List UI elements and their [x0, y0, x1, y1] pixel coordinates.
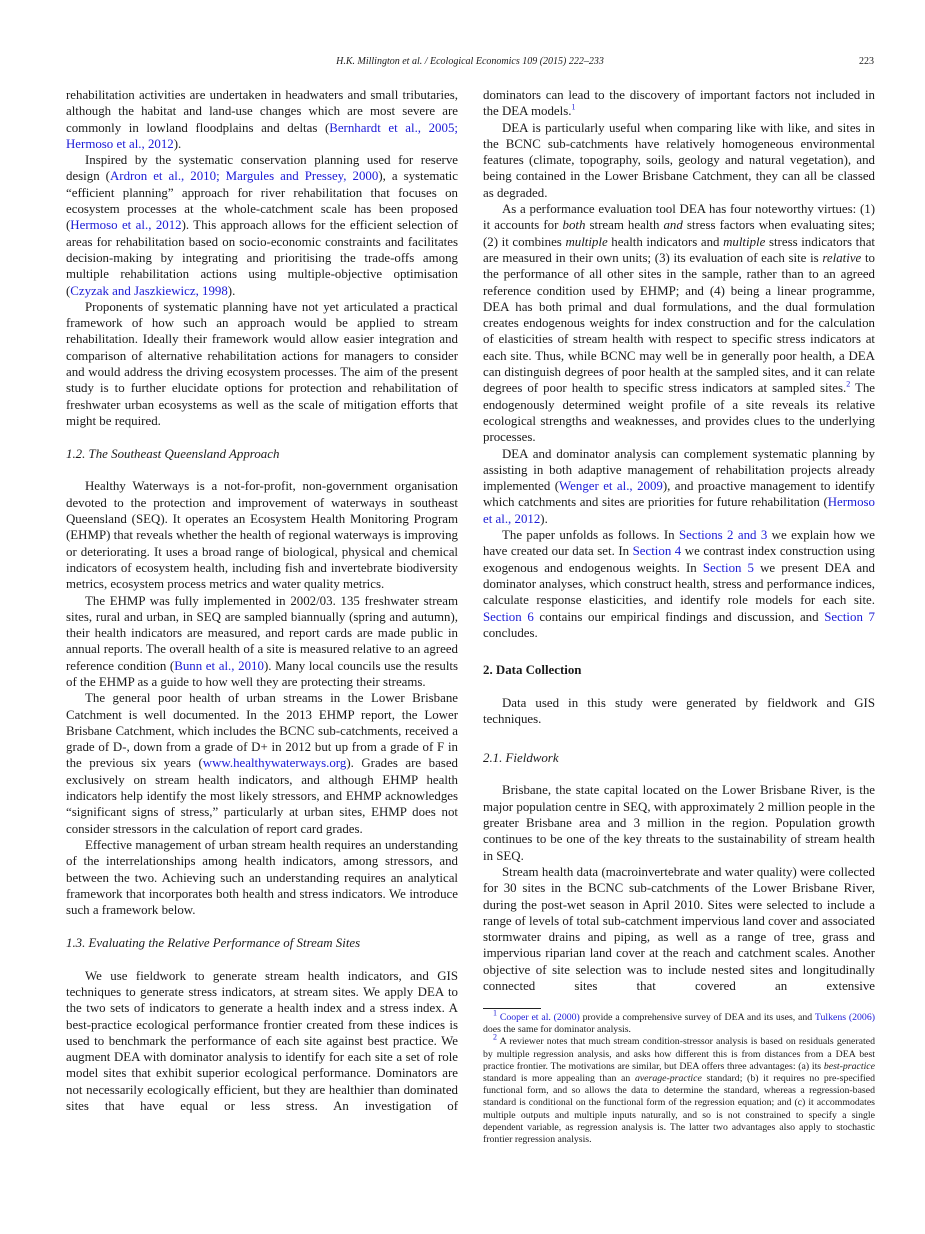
- footnote-divider: [483, 1008, 541, 1009]
- citation-link[interactable]: Czyzak and Jaszkiewicz, 1998: [70, 283, 228, 298]
- text-run: ). Many local councils use the results of the EHMP as a guide to how well they are protecting their streams.: [66, 658, 458, 689]
- paragraph: [483, 864, 875, 994]
- citation-link[interactable]: Section 6: [483, 609, 534, 624]
- paragraph: [483, 527, 875, 641]
- section-heading: 2. Data Collection: [483, 663, 582, 678]
- text-run: dominators can lead to the discovery of important factors not included in the DEA models.: [483, 88, 875, 119]
- text-run: to the performance of all other sites in the sample, rather than to an agreed reference condition used by EHMP; and (4) being a linear programme, DEA has both primal and dual formulations, and the dual formulation creates endogenous weights for index construction and for the calculation of elasticities of stream health with respect to specific stress indicators at each site. Thus, while BCNC may well be in generally poor health, a DEA can distinguish degrees of poor health at the sampled sites, and it can relate degrees of poor health to specific stress indicators at sampled sites.: [483, 250, 875, 396]
- paragraph: [66, 968, 458, 1115]
- text-run: standard is more appealing than an: [483, 1073, 635, 1085]
- text-run: stress factors when evaluating sites; (2) it combines: [483, 218, 875, 249]
- footnote-marker[interactable]: 1: [493, 1008, 497, 1018]
- paragraph: [66, 299, 458, 429]
- paragraph: [483, 201, 875, 445]
- footnotes: [483, 1008, 875, 1146]
- emphasis-text: and: [663, 218, 683, 233]
- footnote: [483, 1008, 875, 1036]
- text-run: Data used in this study were generated by fieldwork and GIS techniques.: [483, 695, 875, 727]
- citation-link[interactable]: www.healthywaterways.org: [202, 756, 347, 771]
- text-run: We use fieldwork to generate stream health indicators, and GIS techniques to generate stress indicators, at stream sites. We apply DEA to the two sets of indicators to generate a health index and a stress index. A best-practice ecological performance frontier created from these indices is used to benchmark the performance of each site against best practice. We augment DEA with dominator analysis to identify for each site a set of role model sites that exhibit superior ecological performance. Dominators are not necessarily ecologically efficient, but they are healthier than dominated sites that have equal or less stress. An investigation of: [66, 968, 458, 1113]
- emphasis-text: relative: [822, 250, 862, 265]
- paragraph: [66, 837, 458, 918]
- emphasis-text: average-practice: [634, 1073, 702, 1085]
- subsection-heading: 1.3. Evaluating the Relative Performance of Stream Sites: [66, 935, 361, 950]
- text-run: health indicators and: [607, 234, 724, 249]
- footnote: [483, 1033, 875, 1146]
- text-run: A reviewer notes that much stream condition-stressor analysis is based on residuals generated by multiple regression analysis, and asks how different this is from distances from a DEA best practice frontier. The motivations are similar, but DEA offers three advantages: (a) its: [483, 1036, 875, 1072]
- text-run: Effective management of urban stream health requires an understanding of the interrelationships among health indicators, among stressors, and between the two. Achieving such an understanding requires an analytical framework that incorporates both health and stress indicators. We introduce such a framework below.: [66, 837, 458, 918]
- emphasis-text: best-practice: [823, 1060, 875, 1072]
- text-run: Proponents of systematic planning have not yet articulated a practical framework of how such an approach would be applied to stream rehabilitation. Ideally their framework would allow easier integration and comparison of alternative rehabilitation actions for managers to consider and would address the driving ecosystem processes. The aim of the present study is to further elucidate options for protection and rehabilitation of freshwater urban ecosystems as well as the scale of mitigation efforts that might be required.: [66, 299, 458, 428]
- text-run: contains our empirical findings and discussion, and: [533, 609, 825, 624]
- citation-link[interactable]: Section 4: [632, 544, 682, 559]
- page-number: 223: [859, 56, 874, 67]
- text-run: Healthy Waterways is a not-for-profit, non-government organisation devoted to the protection and improvement of waterways in southeast Queensland (SEQ). It operates an Ecosystem Health Monitoring Program (EHMP) that reveals whether the health of regional waterways is improving or deteriorating. It uses a broad range of biological, physical and chemical indicators of ecosystem health, including fish and invertebrate biodiversity metrics, ecosystem process metrics and water quality metrics.: [66, 479, 458, 592]
- text-run: provide a comprehensive survey of DEA and its uses, and: [579, 1012, 815, 1023]
- text-run: we explain how we have created our data set. In: [483, 528, 876, 559]
- text-run: Inspired by the systematic conservation planning used for reserve design (: [66, 153, 458, 184]
- text-run: ).: [227, 283, 236, 298]
- text-run: we present DEA and dominator analyses, which construct health, stress and performance indices, calculate response elasticities, and identify role models for each site.: [483, 560, 875, 608]
- text-run: The endogenously determined weight profile of a site reveals its relative ecological strengths and weaknesses, and provides clues to the underlying processes.: [483, 381, 875, 445]
- text-run: stream health: [585, 218, 664, 233]
- text-run: Brisbane, the state capital located on the Lower Brisbane River, is the major population centre in SEQ, with approximately 2 million people in the greater Brisbane area and 3 million in the region. Population growth continues to be one of the key threats to the sustainability of stream health in SEQ.: [483, 783, 875, 863]
- citation-link[interactable]: Cooper et al. (2000): [499, 1012, 580, 1023]
- citation-link[interactable]: Ardron et al., 2010; Margules and Pressey, 2000: [109, 169, 379, 184]
- footnote-marker[interactable]: 2: [493, 1033, 497, 1043]
- citation-link[interactable]: Bunn et al., 2010: [174, 658, 264, 673]
- citation-link[interactable]: Section 5: [702, 560, 755, 575]
- paragraph: [66, 593, 458, 691]
- text-run: we contrast index construction using exogenous and endogenous weights. In: [483, 544, 875, 575]
- emphasis-text: multiple: [723, 234, 766, 249]
- left-column: [66, 87, 458, 1114]
- text-run: does the same for dominator analysis.: [483, 1024, 632, 1036]
- emphasis-text: multiple: [565, 234, 608, 249]
- paragraph: [483, 446, 875, 527]
- right-column: [483, 87, 875, 994]
- text-run: The paper unfolds as follows. In: [502, 528, 679, 543]
- paragraph: [483, 120, 875, 201]
- citation-link[interactable]: Sections 2 and 3: [678, 528, 768, 543]
- paragraph: [66, 152, 458, 299]
- text-run: ), a systematic “efficient planning” approach for river rehabilitation that focuses on ecosystem processes at the whole-catchment scale has been proposed (: [66, 169, 458, 233]
- text-run: rehabilitation activities are undertaken in headwaters and small tributaries, although the habitat and land-use changes which are most severe are commonly in lowland floodplains and deltas (: [66, 88, 458, 135]
- text-run: DEA and dominator analysis can complement systematic planning by assisting in both adaptive management of rehabilitation projects already implemented (: [483, 446, 875, 494]
- citation-link[interactable]: Section 7: [824, 609, 875, 624]
- text-run: DEA is particularly useful when comparing like with like, and sites in the BCNC sub-catchments have relatively homogeneous environmental features (climate, topography, soils, geology and natural vegetation), and being contained in the Lower Brisbane Catchment, they can all be classed as degraded.: [483, 120, 875, 200]
- text-run: concludes.: [483, 625, 538, 640]
- citation-link[interactable]: Hermoso et al., 2012: [70, 218, 182, 233]
- emphasis-text: both: [562, 218, 586, 233]
- text-run: ).: [173, 136, 182, 151]
- text-run: standard; (b) it requires no pre-specified functional form, and so allows the data to determine the standard, whereas a regression-based standard is conditional on the functional form of the regression equation; and (c) it accommodates multiple outputs and multiple inputs naturally, and so is not constrained to specify a single dependent variable, as regression analysis is. The latter two advantages also apply to stochastic frontier regression analysis.: [483, 1073, 875, 1146]
- text-run: stress indicators that are measured in their own units; (3) its evaluation of each site is: [483, 234, 875, 265]
- subsection-heading: 2.1. Fieldwork: [483, 750, 559, 765]
- text-run: ), and proactive management to identify which catchments and sites are priorities for future rehabilitation (: [483, 479, 875, 510]
- citation-link[interactable]: Tulkens (2006): [814, 1012, 875, 1023]
- subsection-heading: 1.2. The Southeast Queensland Approach: [66, 446, 280, 461]
- paragraph: [66, 87, 458, 152]
- paragraph: [483, 695, 875, 728]
- running-head: H.K. Millington et al. / Ecological Economics 109 (2015) 222–233: [336, 56, 604, 67]
- text-run: Stream health data (macroinvertebrate and water quality) were collected for 30 sites in the BCNC sub-catchments of the Lower Brisbane River, during the post-wet season in April 2010. Sites were selected to include a range of levels of total sub-catchment impervious land cover and associated stormwater drains and piping, as well as a range of tree, grass and impervious riparian land cover at the reach and catchment scales. Another objective of site selection was to include nested sites and longitudinally connected sites that covered an extensive: [483, 864, 875, 994]
- paragraph: [483, 87, 875, 120]
- citation-link[interactable]: Wenger et al., 2009: [559, 479, 663, 494]
- text-run: The EHMP was fully implemented in 2002/03. 135 freshwater stream sites, rural and urban, in SEQ are sampled biannually (spring and autumn), their health indicators are measured, and report cards are made public in annual reports. The overall health of a site is measured relative to an agreed reference condition (: [66, 593, 458, 673]
- citation-link[interactable]: Hermoso et al., 2012: [483, 495, 875, 526]
- text-run: ). Grades are based exclusively on stream health indicators, and although EHMP health indicators help identify the most likely stressors, and EHMP acknowledges “significant signs of stress,” particularly at urban sites, EHMP does not consider stressors in the calculation of report card grades.: [66, 756, 458, 836]
- paragraph: [66, 478, 458, 592]
- text-run: ). This approach allows for the efficient selection of areas for rehabilitation based on socio-economic constraints and facilitates decision-making by integrating and prioritising the trade-offs among multiple rehabilitation actions using multiple-objective optimisation (: [66, 218, 458, 298]
- text-run: ).: [540, 511, 548, 526]
- text-run: The general poor health of urban streams in the Lower Brisbane Catchment is well documented. In the 2013 EHMP report, the Lower Brisbane Catchment, which includes the BCNC sub-catchments, received a grade of D-, down from a grade of D+ in 2012 but up from a grade of F in the previous six years (: [66, 691, 458, 771]
- text-run: As a performance evaluation tool DEA has four noteworthy virtues: (1) it accounts for: [483, 202, 875, 233]
- footnote-marker[interactable]: 2: [846, 380, 851, 390]
- paragraph: [66, 690, 458, 837]
- footnote-marker[interactable]: 1: [571, 103, 576, 112]
- citation-link[interactable]: Bernhardt et al., 2005; Hermoso et al., 2012: [66, 120, 458, 151]
- paragraph: [483, 782, 875, 863]
